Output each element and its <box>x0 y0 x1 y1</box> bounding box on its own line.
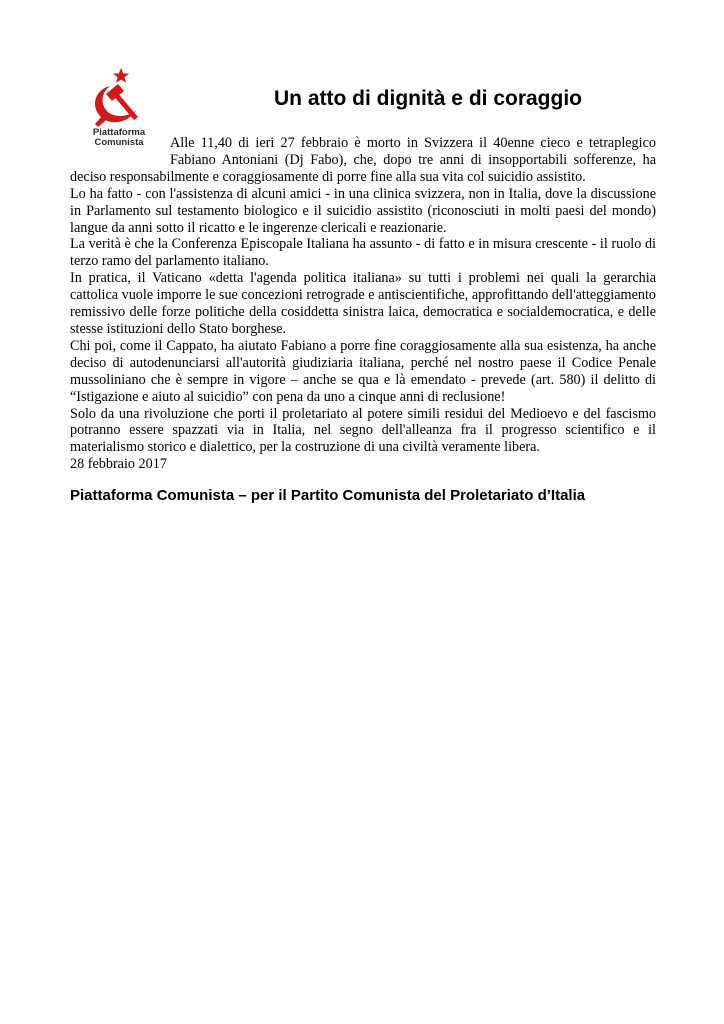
logo-line-2: Comunista <box>94 137 144 148</box>
logo-line-1: Piattaforma <box>92 127 146 138</box>
paragraph: Alle 11,40 di ieri 27 febbraio è morto in Svizzera il 40enne cieco e tetraplegico Fabiano Antoniani (Dj Fabo), che, dopo tre anni di insopportabili sofferenze, ha deciso responsabilmente e coraggiosamente di porre fine alla sua vita col suicidio assistito. <box>70 135 656 185</box>
paragraph: Solo da una rivoluzione che porti il proletariato al potere simili residui del Medioevo e del fascismo potranno essere spazzati via in Italia, nel segno dell'alleanza fra il progresso scientifico e il materialismo storico e dialettico, per la costruzione di una civiltà veramente libera. <box>70 405 656 456</box>
paragraph: Chi poi, come il Cappato, ha aiutato Fabiano a porre fine coraggiosamente alla sua esistenza, ha anche deciso di autodenunciarsi all'autorità giudiziaria italiana, perché nel nostro paese il Codice Penale mussoliniano che è sempre in vigore – anche se qua e là emendato - prevede (art. 580) il delitto di “Istigazione e aiuto al suicidio” con pena da uno a cinque anni di reclusione! <box>70 337 656 405</box>
paragraph: In pratica, il Vaticano «detta l'agenda politica italiana» su tutti i problemi nei quali la gerarchia cattolica vuole imporre le sue concezioni retrograde e antiscientifiche, approfittando dell'atteggiamento remissivo delle forze politiche della cosiddetta sinistra laica, democratica e socialdemocratica, e delle stesse istituzioni dello Stato borghese. <box>70 270 656 337</box>
paragraph: Lo ha fatto - con l'assistenza di alcuni amici - in una clinica svizzera, non in Italia, dove la discussione in Parlamento sul testamento biologico e il suicidio assistito (riconosciuti in molti paesi del mondo) langue da anni sotto il ricatto e le ingerenze clericali e reazionarie. <box>70 185 656 236</box>
signature-footer: Piattaforma Comunista – per il Partito Comunista del Proletariato d’Italia <box>70 487 586 504</box>
date-line: 28 febbraio 2017 <box>70 456 167 473</box>
hammer-and-sickle-icon <box>82 64 154 128</box>
paragraph: La verità è che la Conferenza Episcopale Italiana ha assunto - di fatto e in misura crescente - il ruolo di terzo ramo del parlamento italiano. <box>70 236 656 270</box>
star-icon <box>113 68 129 83</box>
page-title: Un atto di dignità e di coraggio <box>274 87 582 110</box>
article-body <box>70 135 656 473</box>
